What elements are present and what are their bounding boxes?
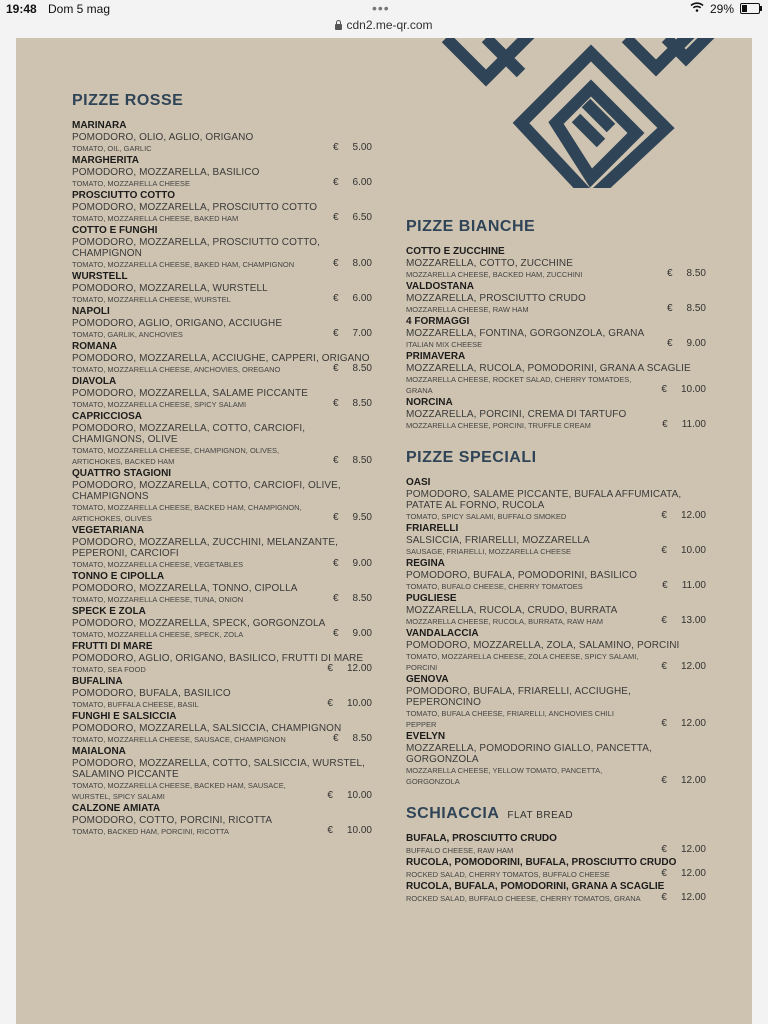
menu-item-price (661, 868, 706, 879)
price-value: 5.00 (352, 142, 372, 153)
menu-item (406, 857, 706, 880)
menu-item (72, 376, 372, 410)
menu-item-ingredients: POMODORO, MOZZARELLA, COTTO, SALSICCIA, WURSTEL, SALAMINO PICCANTE (72, 758, 365, 780)
menu-item-price (333, 455, 372, 466)
menu-item-english: TOMATO, MOZZARELLA CHEESE, ANCHOVIES, OREGANO (72, 365, 281, 374)
menu-item-english: MOZZARELLA CHEESE, ROCKET SALAD, CHERRY TOMATOES, GRANA (406, 375, 632, 395)
price-value: 12.00 (680, 775, 706, 786)
menu-item-name: VANDALACCIA (406, 628, 479, 639)
menu-item-english: MOZZARELLA CHEESE, PORCINI, TRUFFLE CREAM (406, 421, 591, 430)
menu-item-english: TOMATO, MOZZARELLA CHEESE, ZOLA CHEESE, SPICY SALAMI, PORCINI (406, 652, 639, 672)
menu-item-ingredients: POMODORO, MOZZARELLA, COTTO, CARCIOFI, OLIVE, CHAMPIGNONS (72, 480, 341, 502)
euro-sign: € (661, 844, 667, 855)
menu-item-ingredients: POMODORO, MOZZARELLA, ACCIUGHE, CAPPERI, ORIGANO (72, 353, 370, 364)
price-value: 8.50 (686, 268, 706, 279)
price-value: 6.00 (352, 293, 372, 304)
euro-sign: € (661, 868, 667, 879)
euro-sign: € (327, 790, 333, 801)
menu-item-name: PUGLIESE (406, 593, 457, 604)
menu-item-price (661, 775, 706, 786)
euro-sign: € (661, 775, 667, 786)
euro-sign: € (332, 628, 339, 639)
price-value: 10.00 (346, 825, 372, 836)
menu-item-ingredients: POMODORO, BUFALA, FRIARELLI, ACCIUGHE, PEPERONCINO (406, 686, 631, 708)
euro-sign: € (661, 384, 667, 395)
menu-item (406, 246, 706, 280)
price-value: 12.00 (680, 661, 706, 672)
price-value: 11.00 (681, 580, 706, 591)
menu-item-name: 4 FORMAGGI (406, 316, 470, 327)
menu-item (72, 225, 372, 270)
menu-item-name: COTTO E ZUCCHINE (406, 246, 505, 257)
right-column (406, 218, 706, 922)
menu-item-name: VALDOSTANA (406, 281, 474, 292)
menu-item-english: TOMATO, SPICY SALAMI, BUFFALO SMOKED (406, 512, 567, 521)
price-value: 12.00 (680, 510, 706, 521)
menu-item-english: MOZZARELLA CHEESE, YELLOW TOMATO, PANCETTA, GORGONZOLA (406, 766, 603, 786)
menu-item-price (662, 580, 706, 591)
menu-item (406, 558, 706, 592)
euro-sign: € (332, 212, 339, 223)
menu-item-name: FRIARELLI (406, 523, 459, 534)
euro-sign: € (332, 328, 339, 339)
schiaccia-list (406, 833, 706, 904)
menu-item-name: MARGHERITA (72, 155, 140, 166)
price-value: 8.50 (352, 455, 372, 466)
price-value: 10.00 (346, 790, 372, 801)
price-value: 9.00 (352, 558, 372, 569)
menu-item (406, 674, 706, 730)
euro-sign: € (332, 142, 339, 153)
menu-item (72, 803, 372, 837)
menu-item (406, 523, 706, 557)
euro-sign: € (661, 510, 667, 521)
menu-item (406, 397, 706, 431)
menu-item (72, 711, 372, 745)
menu-item-price (333, 593, 372, 604)
menu-item-name: VEGETARIANA (72, 525, 145, 536)
menu-item-english: TOMATO, GARLIK, ANCHOVIES (72, 330, 183, 339)
section-title-pizze-speciali: PIZZE SPECIALI (406, 449, 537, 466)
pizze-speciali-list (406, 477, 706, 787)
menu-item (406, 881, 706, 904)
menu-item-name: BUFALINA (72, 676, 123, 687)
menu-item-price (333, 398, 372, 409)
menu-item-name: REGINA (406, 558, 445, 569)
menu-item-ingredients: POMODORO, BUFALA, BASILICO (72, 688, 231, 699)
menu-item-ingredients: POMODORO, MOZZARELLA, ZOLA, SALAMINO, PORCINI (406, 640, 680, 651)
menu-item-english: SAUSAGE, FRIARELLI, MOZZARELLA CHEESE (406, 547, 572, 556)
url-bar[interactable] (0, 18, 768, 36)
menu-item (72, 641, 372, 675)
menu-item-english: TOMATO, MOZZARELLA CHEESE (72, 179, 190, 188)
menu-item-ingredients: POMODORO, MOZZARELLA, SPECK, GORGONZOLA (72, 618, 326, 629)
menu-item-price (333, 177, 372, 188)
menu-item-name: CAPRICCIOSA (72, 411, 143, 422)
menu-item-price (661, 545, 706, 556)
menu-item-ingredients: POMODORO, MOZZARELLA, TONNO, CIPOLLA (72, 583, 298, 594)
euro-sign: € (332, 558, 339, 569)
menu-item-english: TOMATO, MOZZARELLA CHEESE, BAKED HAM (72, 214, 239, 223)
menu-item-name: GENOVA (406, 674, 449, 685)
menu-item-name: FRUTTI DI MARE (72, 641, 153, 652)
menu-item-price (661, 384, 706, 395)
menu-item-ingredients: POMODORO, BUFALA, POMODORINI, BASILICO (406, 570, 638, 581)
menu-item-price (327, 790, 372, 801)
menu-item-name: DIAVOLA (72, 376, 117, 387)
menu-item-price (661, 844, 706, 855)
euro-sign: € (661, 545, 667, 556)
menu-item-name: OASI (406, 477, 431, 488)
menu-item-ingredients: SALSICCIA, FRIARELLI, MOZZARELLA (406, 535, 590, 546)
menu-item-price (327, 663, 372, 674)
menu-item-english: TOMATO, MOZZARELLA CHEESE, SPICY SALAMI (72, 400, 247, 409)
price-value: 9.00 (352, 628, 372, 639)
menu-item-price (661, 892, 706, 903)
section-title-pizze-bianche: PIZZE BIANCHE (406, 218, 536, 235)
euro-sign: € (661, 718, 667, 729)
menu-item-ingredients: POMODORO, MOZZARELLA, SALAME PICCANTE (72, 388, 308, 399)
menu-item-name: TONNO E CIPOLLA (72, 571, 165, 582)
menu-item-price (661, 718, 706, 729)
price-value: 10.00 (680, 384, 706, 395)
menu-item-price (662, 419, 706, 430)
menu-item-english: TOMATO, BACKED HAM, PORCINI, RICOTTA (72, 827, 229, 836)
schiaccia-subtitle: FLAT BREAD (507, 810, 574, 821)
menu-item-price (667, 338, 706, 349)
menu-item-ingredients: POMODORO, MOZZARELLA, SALSICCIA, CHAMPIGNON (72, 723, 342, 734)
menu-item-english: TOMATO, MOZZARELLA CHEESE, WURSTEL (72, 295, 231, 304)
euro-sign: € (327, 698, 333, 709)
wifi-icon (690, 2, 704, 12)
menu-item (72, 411, 372, 467)
restaurant-logo (426, 38, 726, 188)
menu-item-price (333, 363, 372, 374)
menu-item-name: RUCOLA, POMODORINI, BUFALA, PROSCIUTTO CRUDO (406, 857, 677, 868)
menu-item-ingredients: POMODORO, MOZZARELLA, BASILICO (72, 167, 260, 178)
menu-item-name: NORCINA (406, 397, 453, 408)
pizze-rosse-list (72, 120, 372, 837)
menu-item (72, 606, 372, 640)
menu-item-english: TOMATO, MOZZARELLA CHEESE, VEGETABLES (72, 560, 244, 569)
euro-sign: € (666, 303, 673, 314)
menu-item-price (333, 628, 372, 639)
euro-sign: € (332, 177, 339, 188)
menu-item (406, 731, 706, 787)
status-date: Dom 5 mag (48, 2, 111, 16)
euro-sign: € (666, 268, 673, 279)
menu-item-ingredients: MOZZARELLA, FONTINA, GORGONZOLA, GRANA (406, 328, 645, 339)
menu-item (72, 525, 372, 570)
menu-item (406, 477, 706, 522)
menu-item-price (661, 510, 706, 521)
menu-item-price (327, 825, 372, 836)
menu-item (72, 468, 372, 524)
menu-item-name: MAIALONA (72, 746, 126, 757)
menu-item-ingredients: MOZZARELLA, PORCINI, CREMA DI TARTUFO (406, 409, 627, 420)
menu-item-english: TOMATO, BUFALO CHEESE, CHERRY TOMATOES (406, 582, 583, 591)
menu-page (16, 38, 752, 1024)
price-value: 12.00 (680, 868, 706, 879)
battery-icon (740, 3, 760, 14)
menu-item (72, 306, 372, 340)
menu-item-name: ROMANA (72, 341, 117, 352)
menu-item-english: ITALIAN MIX CHEESE (406, 340, 483, 349)
menu-item (406, 628, 706, 673)
menu-item (406, 316, 706, 350)
menu-item-name: EVELYN (406, 731, 446, 742)
menu-item-english: ROCKED SALAD, BUFFALO CHEESE, CHERRY TOMATOS, GRANA (406, 894, 641, 903)
euro-sign: € (332, 293, 339, 304)
menu-item-english: TOMATO, MOZZARELLA CHEESE, BACKED HAM, CHAMPIGNON, ARTICHOKES, OLIVES (72, 503, 302, 523)
menu-item-ingredients: POMODORO, MOZZARELLA, ZUCCHINI, MELANZANTE, PEPERONI, CARCIOFI (72, 537, 338, 559)
menu-item-price (333, 328, 372, 339)
menu-item (406, 833, 706, 856)
menu-item-price (667, 268, 706, 279)
menu-item-name: PRIMAVERA (406, 351, 466, 362)
menu-item-ingredients: POMODORO, MOZZARELLA, WURSTELL (72, 283, 268, 294)
menu-item-ingredients: POMODORO, MOZZARELLA, COTTO, CARCIOFI, CHAMIGNONS, OLIVE (72, 423, 306, 445)
price-value: 12.00 (680, 718, 706, 729)
menu-item-ingredients: MOZZARELLA, COTTO, ZUCCHINE (406, 258, 573, 269)
menu-item-english: TOMATO, BUFFALA CHEESE, BASIL (72, 700, 199, 709)
menu-item (72, 746, 372, 802)
euro-sign: € (666, 338, 673, 349)
euro-sign: € (332, 363, 339, 374)
price-value: 12.00 (680, 892, 706, 903)
menu-item-english: ROCKED SALAD, CHERRY TOMATOS, BUFFALO CHEESE (406, 870, 610, 879)
menu-item-english: TOMATO, MOZZARELLA CHEESE, BACKED HAM, SAUSACE, WURSTEL, SPICY SALAMI (72, 781, 286, 801)
menu-item-english: TOMATO, MOZZARELLA CHEESE, TUNA, ONION (72, 595, 244, 604)
menu-item-ingredients: MOZZARELLA, PROSCIUTTO CRUDO (406, 293, 586, 304)
menu-item-price (333, 512, 372, 523)
menu-item-price (333, 558, 372, 569)
menu-item-name: RUCOLA, BUFALA, POMODORINI, GRANA A SCAGLIE (406, 881, 665, 892)
menu-item-ingredients: POMODORO, SALAME PICCANTE, BUFALA AFFUMICATA, PATATE AL FORNO, RUCOLA (406, 489, 682, 511)
menu-item-name: PROSCIUTTO COTTO (72, 190, 175, 201)
menu-item-price (333, 212, 372, 223)
menu-item-name: SPECK E ZOLA (72, 606, 146, 617)
menu-item-english: TOMATO, MOZZARELLA CHEESE, SPECK, ZOLA (72, 630, 244, 639)
status-bar (0, 0, 768, 18)
menu-item (406, 281, 706, 315)
price-value: 13.00 (680, 615, 706, 626)
euro-sign: € (332, 258, 339, 269)
menu-item-name: BUFALA, PROSCIUTTO CRUDO (406, 833, 557, 844)
menu-item-english: MOZZARELLA CHEESE, BACKED HAM, ZUCCHINI (406, 270, 583, 279)
menu-item (406, 351, 706, 396)
menu-item-ingredients: MOZZARELLA, POMODORINO GIALLO, PANCETTA, GORGONZOLA (406, 743, 652, 765)
menu-item-english: MOZZARELLA CHEESE, RUCOLA, BURRATA, RAW HAM (406, 617, 603, 626)
menu-item-name: QUATTRO STAGIONI (72, 468, 172, 479)
menu-item-ingredients: MOZZARELLA, RUCOLA, POMODORINI, GRANA A SCAGLIE (406, 363, 691, 374)
price-value: 10.00 (346, 698, 372, 709)
menu-item-english: TOMATO, MOZZARELLA CHEESE, CHAMPIGNON, OLIVES, ARTICHOKES, BACKED HAM (72, 446, 280, 466)
price-value: 8.50 (352, 363, 372, 374)
url-text: cdn2.me-qr.com (346, 18, 433, 32)
euro-sign: € (661, 661, 667, 672)
menu-item-name: NAPOLI (72, 306, 110, 317)
menu-item-ingredients: POMODORO, MOZZARELLA, PROSCIUTTO COTTO, CHAMPIGNON (72, 237, 320, 259)
menu-item (72, 571, 372, 605)
menu-item (72, 341, 372, 375)
menu-item-price (333, 142, 372, 153)
pizze-bianche-list (406, 246, 706, 431)
menu-item-name: CALZONE AMIATA (72, 803, 161, 814)
euro-sign: € (332, 593, 339, 604)
schiaccia-title: SCHIACCIA (406, 805, 500, 822)
section-title-schiaccia (406, 805, 706, 823)
price-value: 12.00 (680, 844, 706, 855)
price-value: 9.50 (352, 512, 372, 523)
price-value: 9.00 (686, 338, 706, 349)
menu-item-english: BUFFALO CHEESE, RAW HAM (406, 846, 514, 855)
euro-sign: € (661, 892, 667, 903)
price-value: 6.50 (352, 212, 372, 223)
menu-item (72, 120, 372, 154)
price-value: 6.00 (352, 177, 372, 188)
menu-item-ingredients: POMODORO, AGLIO, ORIGANO, ACCIUGHE (72, 318, 283, 329)
euro-sign: € (332, 512, 339, 523)
menu-item-price (333, 733, 372, 744)
menu-item-name: MARINARA (72, 120, 127, 131)
menu-item-name: WURSTELL (72, 271, 128, 282)
menu-item (72, 155, 372, 189)
price-value: 12.00 (346, 663, 372, 674)
menu-item (406, 593, 706, 627)
section-title-pizze-rosse: PIZZE ROSSE (72, 92, 184, 109)
menu-item-name: FUNGHI E SALSICCIA (72, 711, 177, 722)
lock-icon (335, 24, 342, 30)
euro-sign: € (662, 419, 668, 430)
menu-item-english: TOMATO, SEA FOOD (72, 665, 146, 674)
price-value: 8.50 (686, 303, 706, 314)
price-value: 7.00 (352, 328, 372, 339)
menu-item-ingredients: MOZZARELLA, RUCOLA, CRUDO, BURRATA (406, 605, 618, 616)
euro-sign: € (327, 825, 333, 836)
more-dots-icon[interactable]: ••• (372, 0, 390, 16)
menu-item (72, 190, 372, 224)
menu-item-price (333, 293, 372, 304)
euro-sign: € (661, 615, 667, 626)
euro-sign: € (332, 398, 339, 409)
price-value: 8.50 (352, 733, 372, 744)
menu-item-price (661, 661, 706, 672)
euro-sign: € (332, 455, 339, 466)
left-column (72, 92, 372, 838)
menu-item-english: TOMATO, MOZZARELLA CHEESE, BAKED HAM, CHAMPIGNON (72, 260, 295, 269)
menu-item-english: TOMATO, MOZZARELLA CHEESE, SAUSACE, CHAMPIGNON (72, 735, 286, 744)
menu-item-ingredients: POMODORO, AGLIO, ORIGANO, BASILICO, FRUTTI DI MARE (72, 653, 364, 664)
menu-item-ingredients: POMODORO, COTTO, PORCINI, RICOTTA (72, 815, 273, 826)
menu-item-ingredients: POMODORO, MOZZARELLA, PROSCIUTTO COTTO (72, 202, 318, 213)
price-value: 8.00 (352, 258, 372, 269)
menu-item-price (667, 303, 706, 314)
menu-item-english: MOZZARELLA CHEESE, RAW HAM (406, 305, 529, 314)
menu-item (72, 676, 372, 710)
battery-percent: 29% (710, 2, 735, 16)
menu-item (72, 271, 372, 305)
menu-item-price (327, 698, 372, 709)
price-value: 8.50 (352, 398, 372, 409)
euro-sign: € (662, 580, 668, 591)
menu-item-name: COTTO E FUNGHI (72, 225, 158, 236)
status-time: 19:48 (6, 2, 37, 16)
menu-item-price (661, 615, 706, 626)
price-value: 8.50 (352, 593, 372, 604)
menu-item-price (333, 258, 372, 269)
menu-item-english: TOMATO, OIL, GARLIC (72, 144, 152, 153)
euro-sign: € (327, 663, 333, 674)
euro-sign: € (332, 733, 339, 744)
price-value: 10.00 (680, 545, 706, 556)
price-value: 11.00 (681, 419, 706, 430)
menu-item-ingredients: POMODORO, OLIO, AGLIO, ORIGANO (72, 132, 254, 143)
menu-item-english: TOMATO, BUFALA CHEESE, FRIARELLI, ANCHOVIES CHILI PEPPER (406, 709, 614, 729)
